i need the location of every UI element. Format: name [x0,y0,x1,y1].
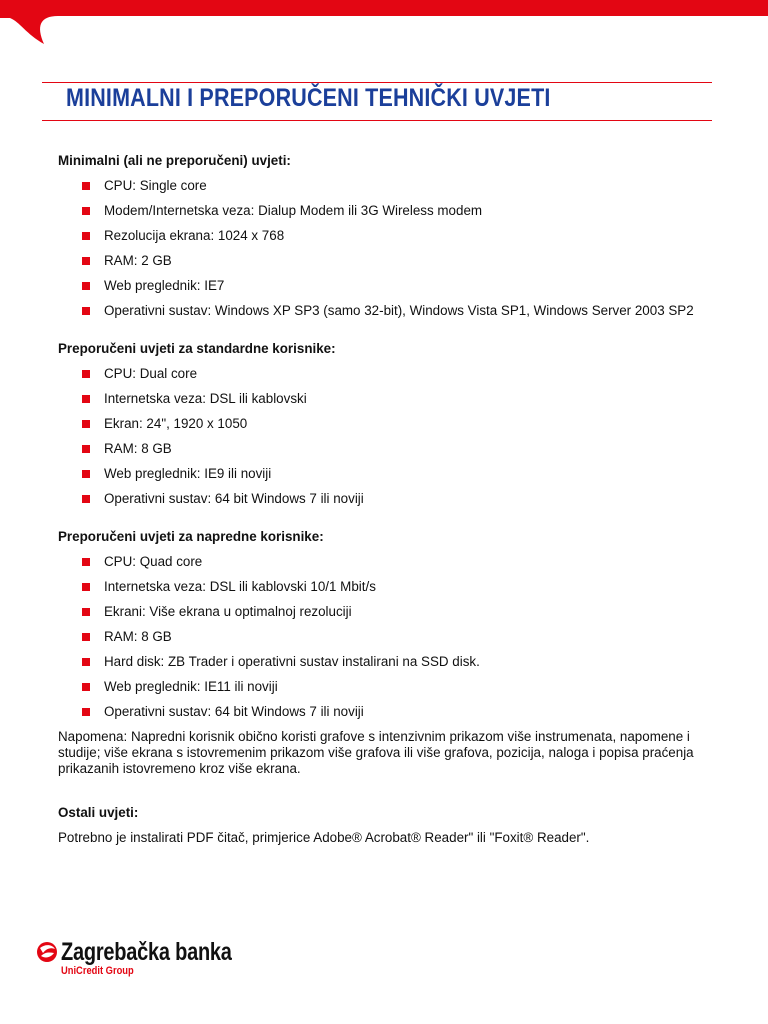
list-item: Web preglednik: IE7 [58,278,718,294]
list-item: Internetska veza: DSL ili kablovski 10/1 Mbit/s [58,579,718,595]
square-bullet-icon [82,558,90,566]
list-item: Hard disk: ZB Trader i operativni sustav instalirani na SSD disk. [58,654,718,670]
square-bullet-icon [82,207,90,215]
minimal-requirements-list [58,178,718,319]
section-heading-other: Ostali uvjeti: [58,805,139,820]
page-title: MINIMALNI I PREPORUČENI TEHNIČKI UVJETI [66,84,551,112]
list-item: CPU: Quad core [58,554,718,570]
square-bullet-icon [82,470,90,478]
list-item: Operativni sustav: Windows XP SP3 (samo 32-bit), Windows Vista SP1, Windows Server 2003 SP2 [58,303,718,319]
title-rule-top [42,82,712,83]
list-item: Operativni sustav: 64 bit Windows 7 ili noviji [58,491,718,507]
list-item: RAM: 8 GB [58,629,718,645]
list-item: Ekrani: Više ekrana u optimalnoj rezoluciji [58,604,718,620]
top-red-band [0,0,768,16]
square-bullet-icon [82,633,90,641]
square-bullet-icon [82,708,90,716]
zaba-logo-mark-icon [36,940,58,964]
square-bullet-icon [82,395,90,403]
square-bullet-icon [82,282,90,290]
square-bullet-icon [82,683,90,691]
list-item: RAM: 8 GB [58,441,718,457]
square-bullet-icon [82,307,90,315]
title-rule-bottom [42,120,712,121]
square-bullet-icon [82,232,90,240]
list-item: Web preglednik: IE9 ili noviji [58,466,718,482]
list-item: Operativni sustav: 64 bit Windows 7 ili noviji [58,704,718,720]
list-item: RAM: 2 GB [58,253,718,269]
standard-requirements-list [58,366,718,507]
list-item: Ekran: 24", 1920 x 1050 [58,416,718,432]
top-swoosh-decoration [0,0,60,48]
square-bullet-icon [82,608,90,616]
bank-name: Zagrebačka banka [61,938,232,966]
list-item: CPU: Dual core [58,366,718,382]
section-heading-advanced: Preporučeni uvjeti za napredne korisnike: [58,529,324,544]
list-item: Rezolucija ekrana: 1024 x 768 [58,228,718,244]
square-bullet-icon [82,257,90,265]
document-body [58,153,718,846]
section-heading-standard: Preporučeni uvjeti za standardne korisnike: [58,341,336,356]
advanced-requirements-list [58,554,718,720]
square-bullet-icon [82,495,90,503]
advanced-user-note: Napomena: Napredni korisnik obično koristi grafove s intenzivnim prikazom više instrumenata, napomene i studije; više ekrana s istovremenim prikazom više grafova ili više grafova, pozicija, naloga i popisa praćenja prikazanih istovremeno kroz više ekrana. [58,729,694,776]
list-item: Modem/Internetska veza: Dialup Modem ili 3G Wireless modem [58,203,718,219]
square-bullet-icon [82,583,90,591]
square-bullet-icon [82,445,90,453]
list-item: CPU: Single core [58,178,718,194]
square-bullet-icon [82,370,90,378]
other-requirements-text: Potrebno je instalirati PDF čitač, primjerice Adobe® Acrobat® Reader" ili "Foxit® Reader". [58,830,590,845]
square-bullet-icon [82,420,90,428]
section-heading-minimal: Minimalni (ali ne preporučeni) uvjeti: [58,153,291,168]
list-item: Web preglednik: IE11 ili noviji [58,679,718,695]
bank-logo [36,938,266,982]
square-bullet-icon [82,182,90,190]
list-item: Internetska veza: DSL ili kablovski [58,391,718,407]
group-name: UniCredit Group [61,965,134,977]
square-bullet-icon [82,658,90,666]
